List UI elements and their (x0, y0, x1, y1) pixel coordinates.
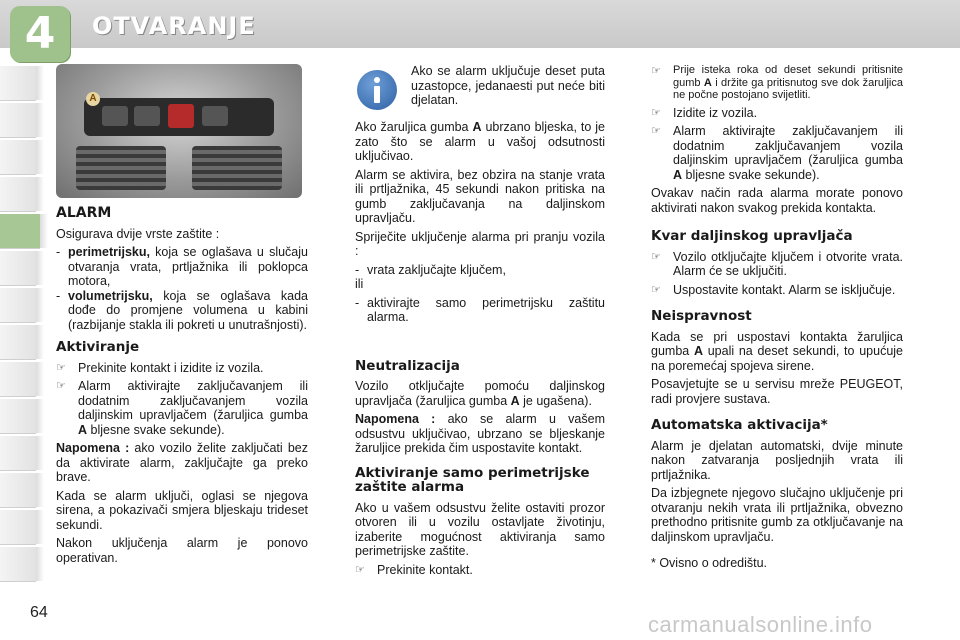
step-item: ☞ Alarm aktivirajte zaključavanjem ili dodatnim zaključavanjem vozila daljinskim upravljačem (žaruljica gumba A bljesne svake sekunde). (56, 379, 308, 437)
paragraph: Kada se pri uspostavi kontakta žaruljica gumba A upali na deset sekundi, to upućuje na poremećaj spojeva sirene. (651, 329, 903, 373)
side-tab-strip (0, 66, 36, 584)
info-text: Ako se alarm uključuje deset puta uzastopce, jedanaesti put neće biti djelatan. (411, 64, 605, 107)
side-tab-1[interactable] (0, 66, 36, 101)
step-item: ☞ Prekinite kontakt i izidite iz vozila. (56, 360, 264, 375)
side-tab-4[interactable] (0, 177, 36, 212)
button-a-marker: A (86, 92, 100, 106)
info-box (355, 64, 605, 110)
pointing-hand-icon: ☞ (651, 283, 661, 296)
step-item: ☞ Uspostavite kontakt. Alarm se isključuje. (651, 282, 896, 297)
side-tab-6[interactable] (0, 251, 36, 286)
auto-activation-heading: Automatska aktivacija* (651, 417, 828, 433)
column-1 (56, 64, 308, 569)
column-3 (651, 64, 903, 575)
list-item: - vrata zaključajte ključem, (355, 262, 506, 277)
side-tab-8[interactable] (0, 325, 36, 360)
paragraph: Kada se alarm uključi, oglasi se njegova sirena, a pokazivači smjera bljeskaju trideset sekundi. (56, 488, 308, 532)
step-item: ☞ Vozilo otključajte ključem i otvorite vrata. Alarm će se uključiti. (651, 249, 903, 278)
list-item: - perimetrijsku, koja se oglašava u slučaju otvaranja vrata, prtljažnika ili poklopca motora, (56, 245, 308, 288)
activation-heading: Aktiviranje (56, 339, 140, 355)
watermark: carmanualsonline.info (648, 612, 873, 637)
step-item: ☞ Prije isteka roka od deset sekundi pritisnite gumb A i držite ga pritisnutog sve dok žaruljica ne počne postojano svijetliti. (651, 64, 903, 101)
alarm-heading: ALARM (56, 205, 112, 221)
note-paragraph: Napomena : ako se alarm u vašem odsustvu uključivao, ubrzano se bljeskanje žaruljice prekida čim uspostavite kontakt. (355, 412, 605, 455)
page-number: 64 (30, 604, 48, 621)
paragraph: Ako žaruljica gumba A ubrzano bljeska, to je zato što se alarm u vašoj odsutnosti uključivao. (355, 120, 606, 163)
paragraph: Alarm je djelatan automatski, dvije minute nakon zatvaranja posljednjih vrata ili prtljažnika. (651, 438, 903, 482)
pointing-hand-icon: ☞ (651, 250, 661, 263)
neutralization-heading: Neutralizacija (355, 357, 460, 374)
chapter-title: OTVARANJE (92, 12, 256, 40)
paragraph: Posavjetujte se u servisu mreže PEUGEOT, radi provjere sustava. (651, 377, 903, 406)
pointing-hand-icon: ☞ (355, 563, 365, 576)
column-2 (355, 64, 605, 581)
pointing-hand-icon: ☞ (651, 65, 661, 77)
or-text: ili (355, 277, 364, 291)
side-tab-10[interactable] (0, 399, 36, 434)
paragraph: Nakon uključenja alarm je ponovo operativan. (56, 536, 308, 565)
malfunction-heading: Neispravnost (651, 308, 752, 324)
side-tab-11[interactable] (0, 436, 36, 471)
step-item: ☞ Prekinite kontakt. (355, 562, 473, 577)
chapter-number-badge: 4 (10, 6, 70, 62)
paragraph: Ovakav način rada alarma morate ponovo aktivirati nakon svakog prekida kontakta. (651, 186, 903, 215)
side-tab-3[interactable] (0, 140, 36, 175)
side-tab-13[interactable] (0, 510, 36, 545)
pointing-hand-icon: ☞ (56, 380, 66, 392)
side-tab-12[interactable] (0, 473, 36, 508)
pointing-hand-icon: ☞ (651, 125, 661, 137)
remote-fault-heading: Kvar daljinskog upravljača (651, 228, 853, 244)
dashboard-photo (56, 64, 302, 198)
footnote: * Ovisno o odredištu. (651, 556, 768, 570)
info-icon (357, 70, 397, 110)
side-tab-14[interactable] (0, 547, 36, 582)
alarm-intro: Osigurava dvije vrste zaštite : (56, 226, 220, 241)
paragraph: Ako u vašem odsustvu želite ostaviti prozor otvoren ili u vozilu ostavljate životinju, izaberite mogućnost aktiviranja samo perimetrijske zaštite. (355, 500, 605, 558)
pointing-hand-icon: ☞ (651, 106, 661, 119)
hazard-button-icon (168, 104, 194, 128)
paragraph: Da izbjegnete njegovo slučajno uključenje pri otvaranju nekih vrata ili prtljažnika, obvezno prethodno pritisnite gumb za otključavanje na daljinskom upravljaču. (651, 486, 903, 544)
list-item: - volumetrijsku, koja se oglašava kada dođe do promjene volumena u kabini (razbijanje stakla ili pokreti u unutrašnjosti). (56, 288, 308, 332)
list-item: - aktivirajte samo perimetrijsku zaštitu alarma. (355, 295, 605, 324)
paragraph: Alarm se aktivira, bez obzira na stanje vrata ili prtljažnika, 45 sekundi nakon pritiska na gumb zaključavanja na daljinskom upravljaču. (355, 167, 605, 225)
paragraph: Vozilo otključajte pomoću daljinskog upravljača (žaruljica gumba A je ugašena). (355, 379, 605, 408)
side-tab-4-active[interactable] (0, 214, 40, 249)
note-paragraph: Napomena : ako vozilo želite zaključati bez da aktivirate alarm, zaključajte ga preko brave. (56, 441, 308, 484)
side-tab-2[interactable] (0, 103, 36, 138)
paragraph: Spriječite uključenje alarma pri pranju vozila : (355, 229, 605, 258)
step-item: ☞ Izidite iz vozila. (651, 105, 758, 120)
pointing-hand-icon: ☞ (56, 361, 66, 374)
step-item: ☞ Alarm aktivirajte zaključavanjem ili dodatnim zaključavanjem vozila daljinskim upravljačem (žaruljica gumba A bljesne svake sekunde). (651, 124, 903, 182)
side-tab-9[interactable] (0, 362, 36, 397)
side-tab-7[interactable] (0, 288, 36, 323)
perimeter-heading: Aktiviranje samo perimetrijske zaštite alarma (355, 464, 590, 495)
